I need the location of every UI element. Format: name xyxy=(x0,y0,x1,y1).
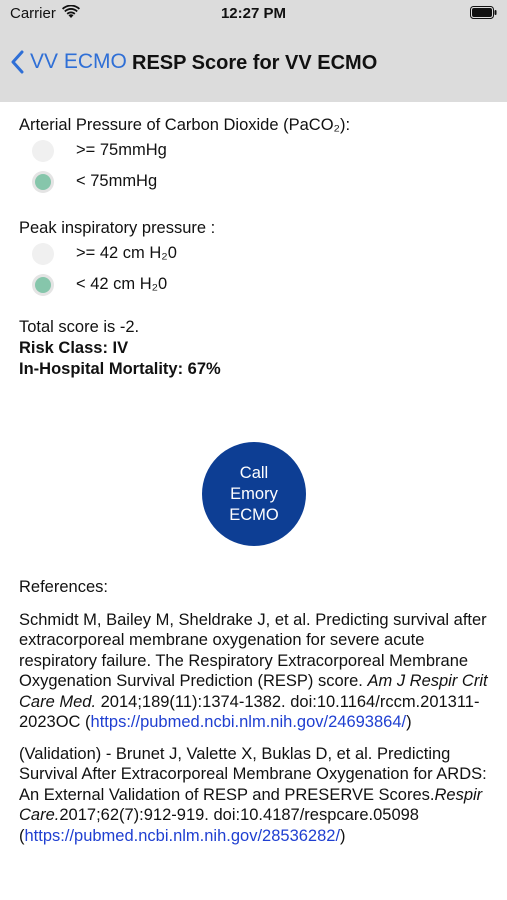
back-label: VV ECMO xyxy=(30,50,127,73)
option-pressure-low[interactable] xyxy=(32,269,489,300)
radio-button[interactable] xyxy=(32,243,54,265)
header xyxy=(0,0,507,102)
reference-close: ) xyxy=(340,826,346,845)
call-button-line: Emory xyxy=(230,484,278,503)
status-bar xyxy=(0,0,507,30)
reference-journal: Respir Care. xyxy=(19,785,483,824)
page-title: RESP Score for VV ECMO xyxy=(132,52,378,74)
option-label: < 75mmHg xyxy=(76,172,158,190)
option-paco2-high[interactable] xyxy=(32,135,489,166)
radio-button[interactable] xyxy=(32,140,54,162)
battery-icon xyxy=(470,6,497,19)
results xyxy=(19,317,489,380)
option-pressure-high[interactable] xyxy=(32,238,489,269)
call-button-line: Call xyxy=(239,463,269,482)
reference-citation: 2014;189(11):1374-1382. doi:10.1164/rccm.201311-2023OC ( xyxy=(19,692,480,731)
call-emory-ecmo-button[interactable] xyxy=(202,442,306,546)
radio-button-selected[interactable] xyxy=(32,274,54,296)
references xyxy=(19,577,489,857)
option-label: >= 42 cm H₂0 xyxy=(76,244,177,262)
reference-text: (Validation) - Brunet J, Valette X, Buklas D, et al. Predicting Survival After Extracorporeal Membrane Oxygenation for ARDS: An External Validation of RESP and PRESERVE Scores. xyxy=(19,744,487,804)
risk-class: Risk Class: IV xyxy=(19,339,129,357)
reference-1 xyxy=(19,610,489,733)
reference-journal: Am J Respir Crit Care Med. xyxy=(19,672,488,711)
reference-text: Schmidt M, Bailey M, Sheldrake J, et al. Predicting survival after extracorporeal membrane oxygenation for severe acute respiratory failure. The Respiratory Extracorporeal Membrane Oxygenation Survival Prediction (RESP) score. xyxy=(19,610,487,690)
references-heading: References: xyxy=(19,578,108,596)
chevron-left-icon xyxy=(10,50,24,74)
question-peak-pressure: Peak inspiratory pressure : xyxy=(19,219,216,237)
reference-link[interactable]: https://pubmed.ncbi.nlm.nih.gov/24693864/ xyxy=(90,713,407,731)
mortality: In-Hospital Mortality: 67% xyxy=(19,360,221,378)
call-button-line: ECMO xyxy=(229,505,279,524)
back-button[interactable] xyxy=(10,50,127,74)
clock: 12:27 PM xyxy=(220,5,287,22)
reference-link[interactable]: https://pubmed.ncbi.nlm.nih.gov/28536282/ xyxy=(24,826,341,845)
form-content xyxy=(19,115,489,380)
reference-close: ) xyxy=(406,713,412,731)
option-label: >= 75mmHg xyxy=(76,141,167,159)
carrier-label: Carrier xyxy=(10,5,56,22)
option-paco2-low[interactable] xyxy=(32,166,489,197)
total-score: Total score is -2. xyxy=(19,318,140,336)
option-label: < 42 cm H₂0 xyxy=(76,275,168,293)
radio-button-selected[interactable] xyxy=(32,171,54,193)
reference-citation: 2017;62(7):912-919. doi:10.4187/respcare.05098 ( xyxy=(19,806,419,845)
reference-2 xyxy=(19,744,489,847)
nav-bar xyxy=(0,40,507,86)
question-paco2: Arterial Pressure of Carbon Dioxide (PaCO₂): xyxy=(19,116,351,134)
